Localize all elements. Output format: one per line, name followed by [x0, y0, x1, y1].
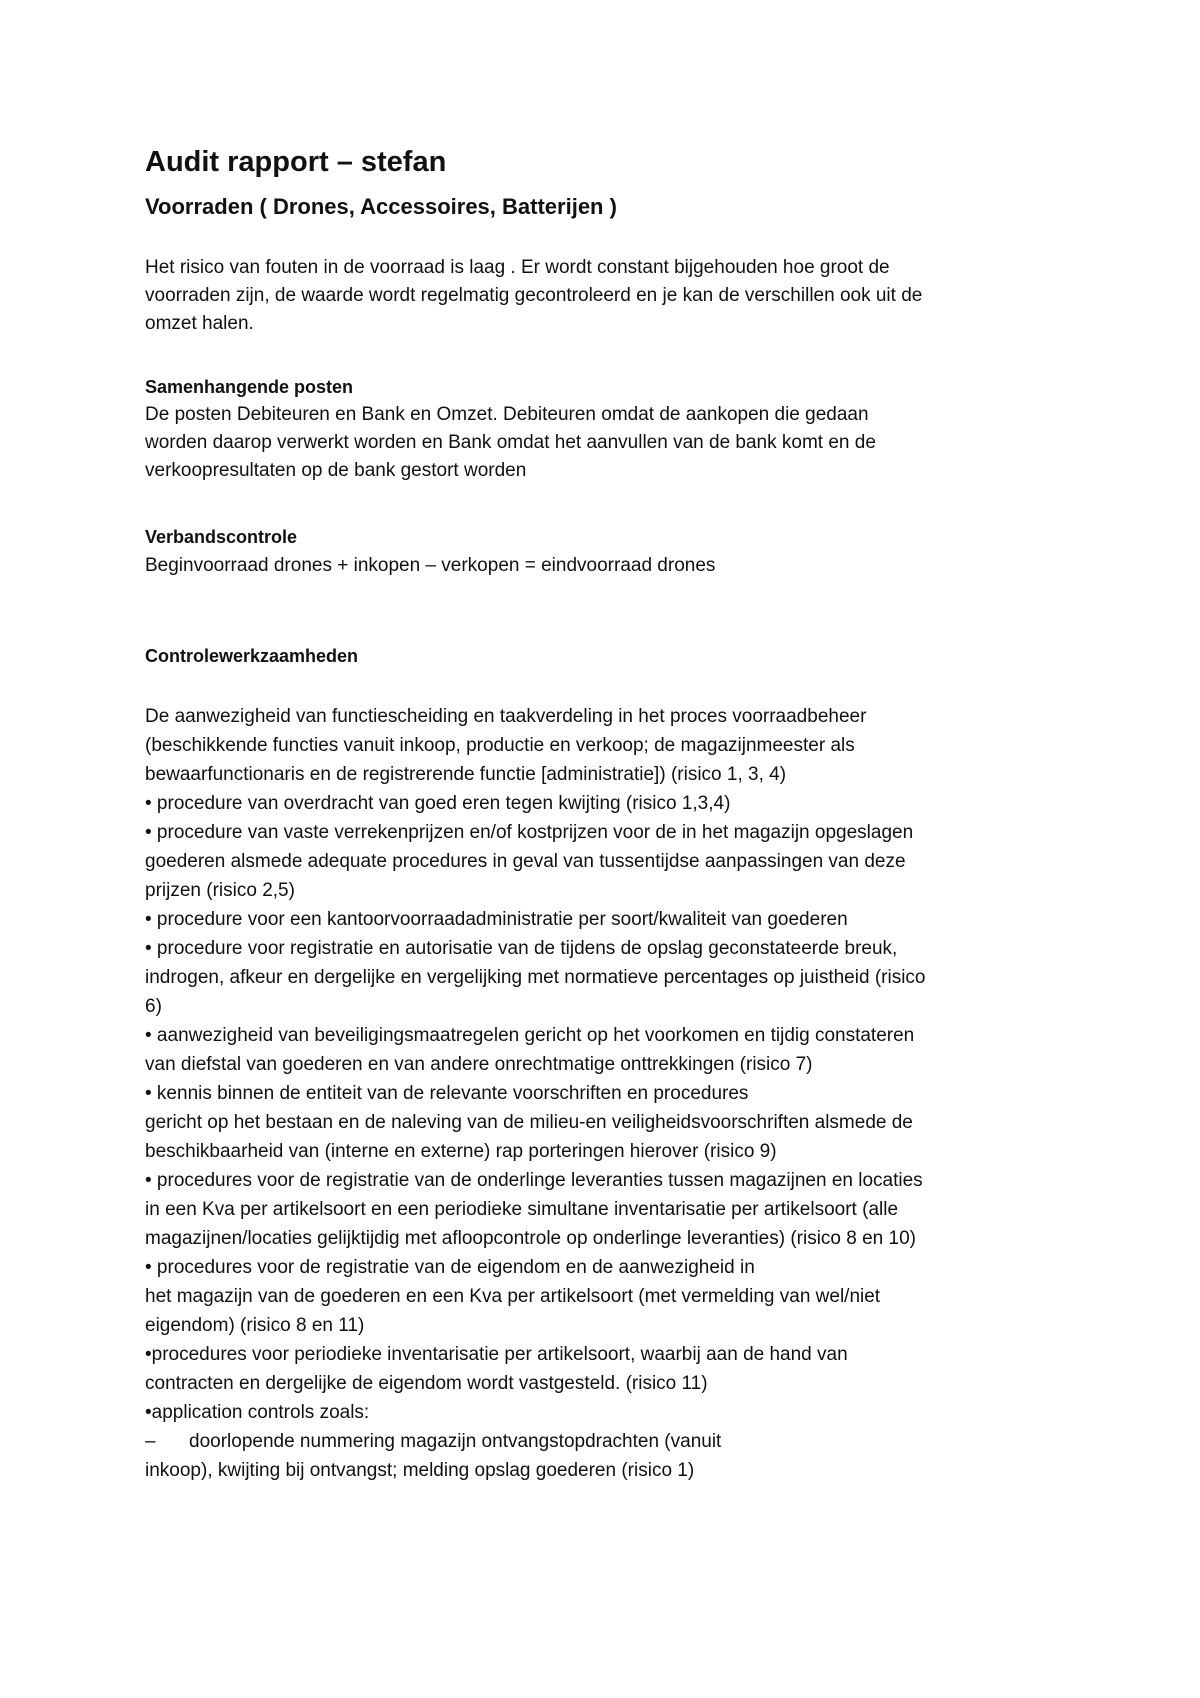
controle-bullet: • procedure van vaste verrekenprijzen en/of kostprijzen voor de in het magazijn opgeslagen [145, 822, 914, 843]
controle-bullet: • procedures voor de registratie van de onderlinge leveranties tussen magazijnen en locaties [145, 1170, 923, 1191]
document-title: Audit rapport – stefan [145, 146, 447, 178]
section-line: worden daarop verwerkt worden en Bank omdat het aanvullen van de bank komt en de [145, 432, 876, 453]
controle-line: prijzen (risico 2,5) [145, 880, 295, 901]
controle-line: contracten en dergelijke de eigendom wordt vastgesteld. (risico 11) [145, 1373, 708, 1394]
controle-line: indrogen, afkeur en dergelijke en vergelijking met normatieve percentages op juistheid (risico [145, 967, 926, 988]
controle-line: gericht op het bestaan en de naleving van de milieu-en veiligheidsvoorschriften alsmede de [145, 1112, 913, 1133]
controle-bullet: •application controls zoals: [145, 1402, 370, 1423]
controle-bullet: • procedure voor een kantoorvoorraadadministratie per soort/kwaliteit van goederen [145, 909, 848, 930]
section-line: Beginvoorraad drones + inkopen – verkopen = eindvoorraad drones [145, 555, 716, 576]
intro-line: voorraden zijn, de waarde wordt regelmatig gecontroleerd en je kan de verschillen ook uit de [145, 285, 923, 306]
section-heading: Samenhangende posten [145, 377, 354, 397]
controle-line: De aanwezigheid van functiescheiding en taakverdeling in het proces voorraadbeheer [145, 706, 867, 727]
section-heading: Verbandscontrole [145, 527, 298, 547]
section-line: verkoopresultaten op de bank gestort worden [145, 460, 527, 481]
controle-line: bewaarfunctionaris en de registrerende functie [administratie]) (risico 1, 3, 4) [145, 764, 787, 785]
intro-line: omzet halen. [145, 313, 254, 334]
controle-line: magazijnen/locaties gelijktijdig met afloopcontrole op onderlinge leveranties) (risico 8 en 10) [145, 1228, 916, 1249]
section-heading: Controlewerkzaamheden [145, 646, 359, 666]
section-line: De posten Debiteuren en Bank en Omzet. Debiteuren omdat de aankopen die gedaan [145, 404, 869, 425]
intro-line: Het risico van fouten in de voorraad is laag . Er wordt constant bijgehouden hoe groot de [145, 257, 890, 278]
controle-bullet: • procedures voor de registratie van de eigendom en de aanwezigheid in [145, 1257, 755, 1278]
controle-line: inkoop), kwijting bij ontvangst; melding opslag goederen (risico 1) [145, 1460, 695, 1481]
dash-list-item [145, 1430, 721, 1454]
controle-line: van diefstal van goederen en van andere onrechtmatige onttrekkingen (risico 7) [145, 1054, 813, 1075]
controle-bullet: • kennis binnen de entiteit van de relevante voorschriften en procedures [145, 1083, 749, 1104]
controle-line: goederen alsmede adequate procedures in geval van tussentijdse aanpassingen van deze [145, 851, 906, 872]
controle-line: 6) [145, 996, 162, 1017]
dash-item-text: doorlopende nummering magazijn ontvangstopdrachten (vanuit [189, 1431, 722, 1452]
controle-bullet: • aanwezigheid van beveiligingsmaatregelen gericht op het voorkomen en tijdig constateren [145, 1025, 915, 1046]
controle-bullet: • procedure voor registratie en autorisatie van de tijdens de opslag geconstateerde breuk, [145, 938, 898, 959]
controle-bullet: • procedure van overdracht van goed eren tegen kwijting (risico 1,3,4) [145, 793, 731, 814]
dash-bullet: – [145, 1431, 156, 1452]
document-subtitle: Voorraden ( Drones, Accessoires, Batterijen ) [145, 194, 617, 219]
controle-line: eigendom) (risico 8 en 11) [145, 1315, 365, 1336]
controle-line: beschikbaarheid van (interne en externe) rap porteringen hierover (risico 9) [145, 1141, 777, 1162]
controle-line: (beschikkende functies vanuit inkoop, productie en verkoop; de magazijnmeester als [145, 735, 855, 756]
controle-line: in een Kva per artikelsoort en een periodieke simultane inventarisatie per artikelsoort (alle [145, 1199, 899, 1220]
controle-bullet: •procedures voor periodieke inventarisatie per artikelsoort, waarbij aan de hand van [145, 1344, 848, 1365]
controle-line: het magazijn van de goederen en een Kva per artikelsoort (met vermelding van wel/niet [145, 1286, 881, 1307]
